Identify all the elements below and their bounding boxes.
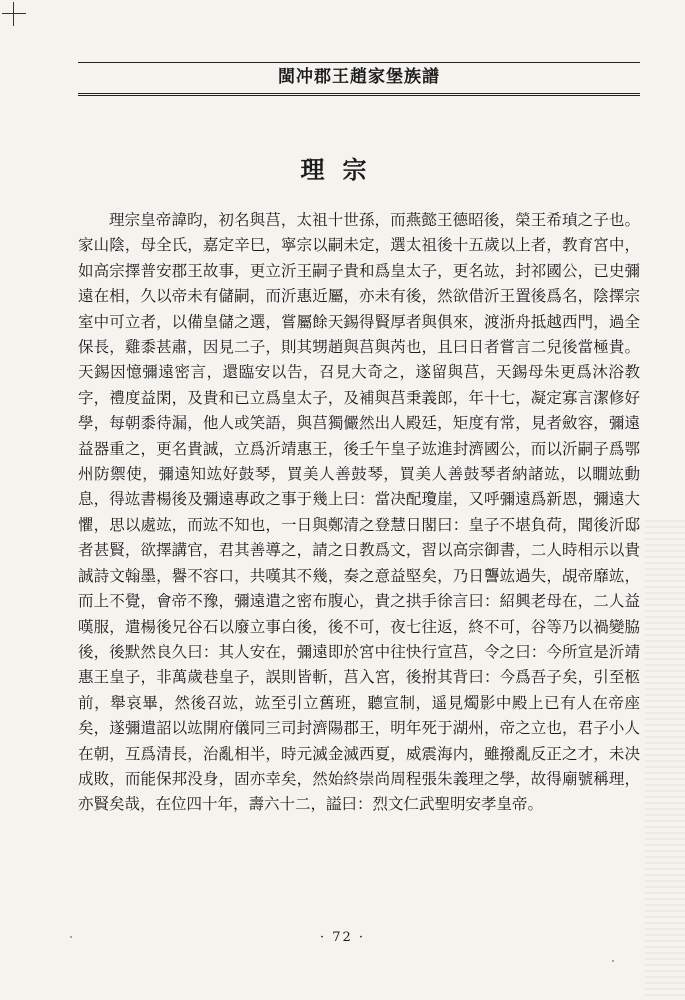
header-title: 閩冲郡王趙家堡族譜	[278, 67, 440, 87]
scan-speck-icon	[70, 936, 72, 938]
page-number: · 72 ·	[319, 930, 366, 945]
chapter-title: 理宗	[300, 155, 385, 184]
running-header	[78, 62, 640, 96]
crop-mark-icon	[2, 2, 26, 26]
scan-edge-shading	[645, 520, 685, 1000]
body-paragraph: 理宗皇帝諱昀，初名與莒，太祖十世孫，而燕懿王德昭後，榮王希𤦹之子也。家山陰，母全氏，嘉定辛巳，寧宗以嗣未定，選太祖後十五歲以上者，教育宮中，如高宗擇普安郡王故事，更立沂王嗣子貴和爲皇太子，更名竑，封祁國公，已史彌遠在相，久以帝未有儲嗣，而沂惠近屬，亦未有後，然欲借沂王置後爲名，陰擇宗室中可立者，以備皇儲之選，嘗屬餘天錫得賢厚者與俱來，渡浙舟抵越西門，過全保長，雞黍甚肅，因見二子，則其甥趙與莒與芮也，且曰日者嘗言二兒後當極貴。天錫因憶彌遠密言，還臨安以告，召見大奇之，遂留與莒，天錫母朱更爲沐浴教字，禮度益閑，及貴和已立爲皇太子，及補與莒秉義郎，年十七，凝定寡言潔修好學，每朝黍待漏，他人或笑語，與莒獨儼然出人殿廷，矩度有常，見者斂容，彌遠益器重之，更名貴誠，立爲沂靖惠王，後壬午皇子竑進封濟國公，而以沂嗣子爲鄂州防禦使，彌遠知竑好鼓琴，買美人善鼓琴，買美人善鼓琴者納諸竑，以瞯竑動息，得竑書楊後及彌遠專政之事于幾上曰：當决配瓊崖，又呼彌遠爲新恩，彌遠大懼，思以處竑，而竑不知也，一日與鄭清之登慧日閣曰：皇子不堪負荷，聞後沂邸者甚賢，欲擇講官，君其善導之，請之日教爲文，習以高宗御書，二人時相示以貴誠詩文翰墨，譽不容口，共嘆其不幾，奏之意益堅矣，乃日讋竑過失，覘帝靡竑，而上不覺，會帝不豫，彌遠遣之密布腹心，貴之拱手徐言曰：紹興老母在，二人益嘆服，遣楊後兄谷石以廢立事白後，後不可，夜七往返，終不可，谷等乃以禍變脇後，後默然良久曰：其人安在，彌遠即於宮中往快行宣莒，令之曰：今所宣是沂靖惠王皇子，非萬歲巷皇子，誤則皆斬，莒入宮，後拊其背曰：今爲吾子矣，引至柩前，舉哀畢，然後召竑，竑至引立舊班，聽宣制，遥見燭影中殿上已有人在帝座矣，遂彌遣詔以竑開府儀同三司封濟陽郡王，明年死于湖州，帝之立也，君子小人在朝，互爲清長，治亂相半，時元滅金滅西夏，威震海内，雖撥亂反正之才，未决成敗，而能保邦没身，固亦幸矣，然始終崇尚周程張朱義理之學，故得廟號稱理，亦賢矣哉，在位四十年，壽六十二，謚曰：烈文仁武聖明安孝皇帝。	[78, 211, 640, 814]
scan-speck-icon	[612, 960, 614, 962]
